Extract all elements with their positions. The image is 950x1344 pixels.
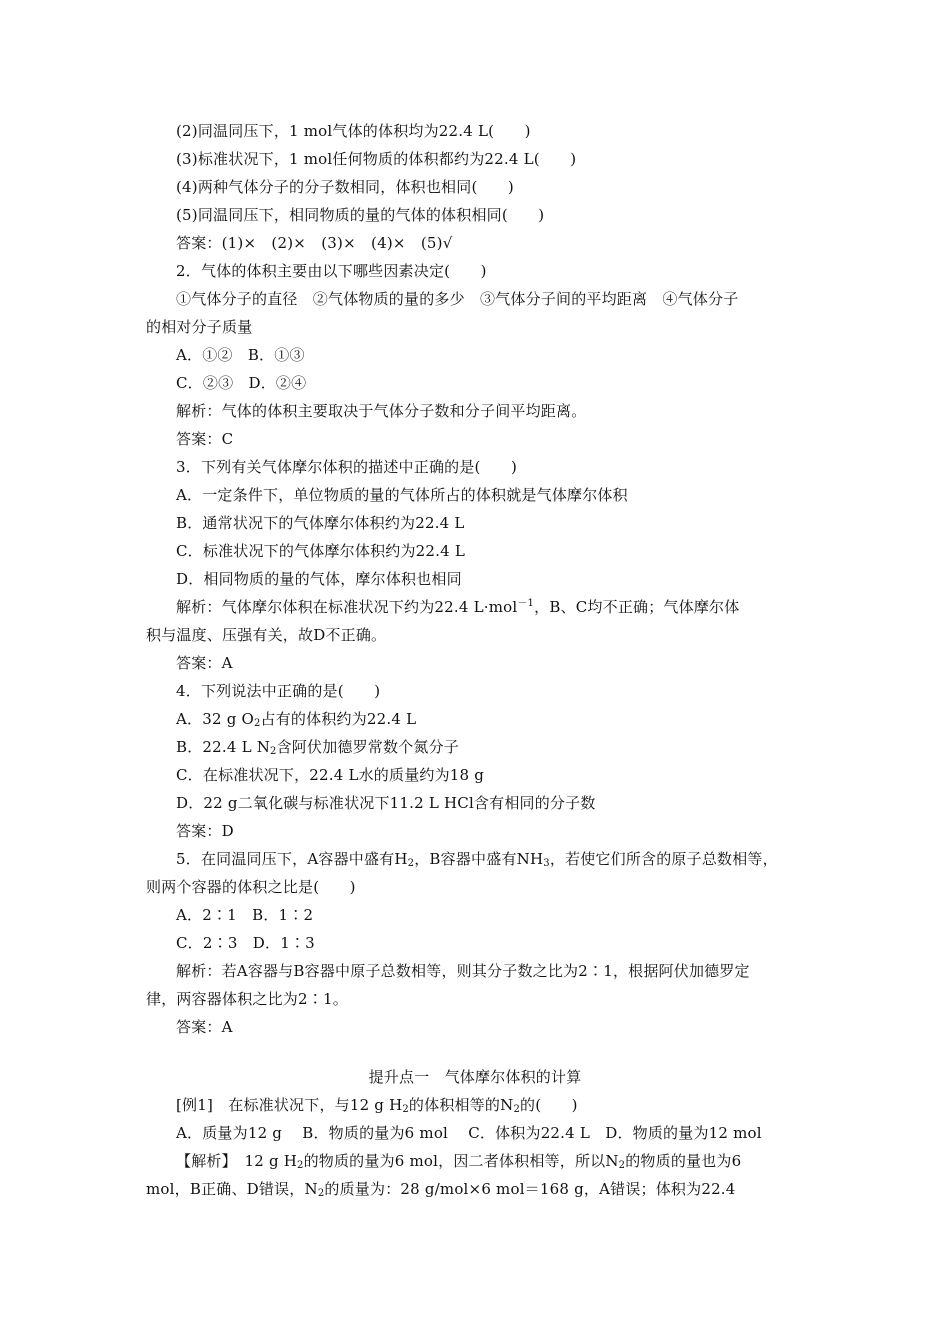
answer-line: 答案：D bbox=[176, 822, 234, 840]
answer-line: 答案：C bbox=[176, 430, 234, 448]
option-line: A．质量为12 g B．物质的量为6 mol C．体积为22.4 L D．物质的量为12 mol bbox=[176, 1124, 762, 1142]
question-4: 4．下列说法中正确的是( ) bbox=[176, 682, 381, 700]
option-line: A．32 g $O_2$占有的体积约为22.4 L bbox=[176, 710, 417, 729]
option-line: C．在标准状况下，22.4 L水的质量约为18 g bbox=[176, 766, 485, 784]
answer-line: 答案：A bbox=[176, 1018, 233, 1036]
answer-line: 答案：(1)× (2)× (3)× (4)× (5)√ bbox=[176, 234, 453, 252]
analysis-line: 解析：气体摩尔体积在标准状况下约为22.4 L·mol$^{-1}$，B、C均不正确；气体摩尔体 bbox=[176, 598, 740, 616]
option-line: A．2∶1 B．1∶2 bbox=[176, 906, 314, 924]
question-3: 3．下列有关气体摩尔体积的描述中正确的是( ) bbox=[176, 458, 518, 476]
answer-line: 答案：A bbox=[176, 654, 233, 672]
section-heading: 提升点一 气体摩尔体积的计算 bbox=[368, 1068, 582, 1086]
question-5: 5．在同温同压下，A容器中盛有$H_2$，B容器中盛有$NH_3$，若使它们所含的原子总数相等， bbox=[176, 850, 778, 869]
text-line: (3)标准状况下，1 mol任何物质的体积都约为22.4 L( ) bbox=[176, 150, 577, 168]
option-line: C．2∶3 D．1∶3 bbox=[176, 934, 315, 952]
text-line: (2)同温同压下，1 mol气体的体积均为22.4 L( ) bbox=[176, 122, 531, 140]
solution-line: 【解析】 12 g $H_2$的物质的量为6 mol，因二者体积相等，所以$N_2$的物质的量也为6 bbox=[176, 1152, 742, 1171]
text-line: ①气体分子的直径 ②气体物质的量的多少 ③气体分子间的平均距离 ④气体分子 bbox=[176, 290, 739, 308]
option-line: B．22.4 L $N_2$含阿伏加德罗常数个氮分子 bbox=[176, 738, 460, 757]
text-line: (4)两种气体分子的分子数相同，体积也相同( ) bbox=[176, 178, 514, 196]
option-line: B．通常状况下的气体摩尔体积约为22.4 L bbox=[176, 514, 465, 532]
option-line: A．一定条件下，单位物质的量的气体所占的体积就是气体摩尔体积 bbox=[176, 486, 628, 504]
text-line: 律，两容器体积之比为2∶1。 bbox=[146, 990, 348, 1008]
option-line: D．相同物质的量的气体，摩尔体积也相同 bbox=[176, 570, 462, 588]
option-line: C．标准状况下的气体摩尔体积约为22.4 L bbox=[176, 542, 466, 560]
option-line: D．22 g二氧化碳与标准状况下11.2 L HCl含有相同的分子数 bbox=[176, 794, 596, 812]
example-line: [例1] 在标准状况下，与12 g $H_2$的体积相等的$N_2$的( ) bbox=[176, 1096, 578, 1115]
text-line: mol，B正确、D错误，$N_2$的质量为：28 g/mol×6 mol＝168 g，A错误；体积为22.4 bbox=[146, 1180, 736, 1199]
text-line: 积与温度、压强有关，故D不正确。 bbox=[146, 626, 387, 644]
text-line: 则两个容器的体积之比是( ) bbox=[146, 878, 356, 896]
option-line: C．②③ D．②④ bbox=[176, 374, 307, 392]
text-line: (5)同温同压下，相同物质的量的气体的体积相同( ) bbox=[176, 206, 545, 224]
analysis-line: 解析：气体的体积主要取决于气体分子数和分子间平均距离。 bbox=[176, 402, 587, 420]
option-line: A．①② B．①③ bbox=[176, 346, 305, 364]
analysis-line: 解析：若A容器与B容器中原子总数相等，则其分子数之比为2∶1，根据阿伏加德罗定 bbox=[176, 962, 750, 980]
question-2: 2．气体的体积主要由以下哪些因素决定( ) bbox=[176, 262, 487, 280]
text-line: 的相对分子质量 bbox=[146, 318, 253, 336]
